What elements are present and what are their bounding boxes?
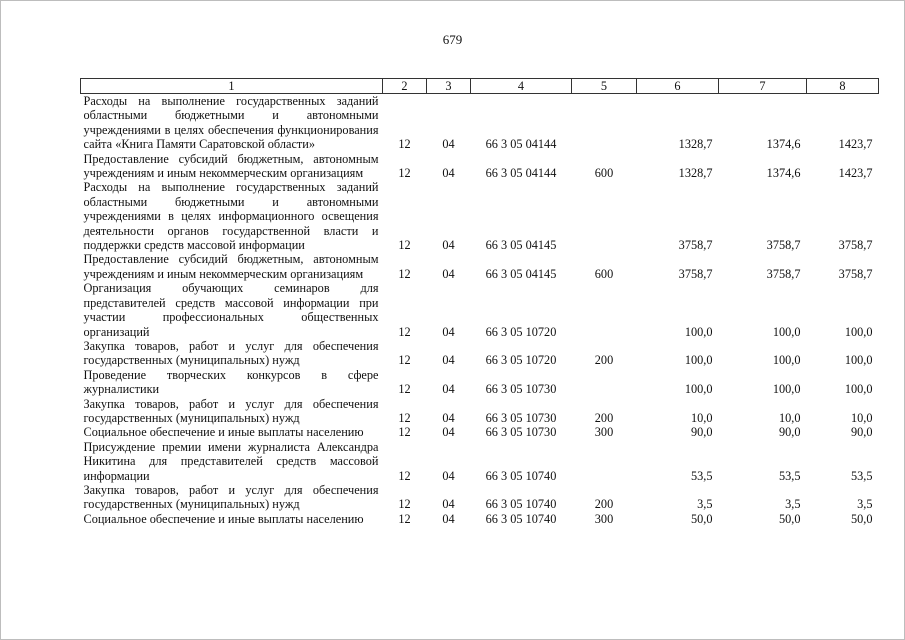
column-header: 5 [572,79,637,94]
amount-col7: 3758,7 [766,238,801,253]
section-code: 12 [398,497,411,512]
amount-col8: 90,0 [850,425,873,440]
expense-type-code [572,180,637,252]
subsection-code: 04 [442,166,455,181]
column-header: 4 [471,79,572,94]
target-article-code: 66 3 05 04144 [485,166,557,181]
amount-col6: 100,0 [684,353,713,368]
amount-col8: 50,0 [850,511,873,526]
subsection-code: 04 [442,266,455,281]
section-code: 12 [398,353,411,368]
expense-type-code: 300 [594,425,614,440]
amount-col7: 100,0 [772,382,801,397]
section-code: 12 [398,511,411,526]
target-article-code: 66 3 05 10740 [485,468,557,483]
section-code: 12 [398,468,411,483]
expense-type-code: 600 [594,166,614,181]
amount-col6: 53,5 [690,468,713,483]
column-header: 1 [81,79,383,94]
target-article-code: 66 3 05 10730 [485,425,557,440]
table-row [81,397,879,426]
target-article-code: 66 3 05 10730 [485,410,557,425]
amount-col7: 1374,6 [766,137,801,152]
expense-type-code [572,281,637,339]
expense-type-code [572,368,637,397]
subsection-code: 04 [442,324,455,339]
item-name: Социальное обеспечение и иные выплаты населению [83,511,364,526]
item-name: Закупка товаров, работ и услуг для обеспечения государственных (муниципальных) нужд [83,482,379,512]
amount-col7: 3,5 [785,497,801,512]
subsection-code: 04 [442,238,455,253]
column-header: 2 [383,79,427,94]
item-name: Организация обучающих семинаров для представителей средств массовой информации при участии профессиональных общественных организаций [83,281,379,339]
expense-type-code [572,440,637,483]
section-code: 12 [398,324,411,339]
expense-type-code: 200 [594,410,614,425]
section-code: 12 [398,410,411,425]
amount-col7: 90,0 [778,425,801,440]
expense-type-code: 300 [594,511,614,526]
table-row [81,152,879,181]
header-row [81,79,879,94]
amount-col8: 1423,7 [838,137,873,152]
target-article-code: 66 3 05 10730 [485,382,557,397]
subsection-code: 04 [442,137,455,152]
subsection-code: 04 [442,497,455,512]
subsection-code: 04 [442,468,455,483]
section-code: 12 [398,137,411,152]
amount-col7: 50,0 [778,511,801,526]
item-name: Расходы на выполнение государственных заданий областными бюджетными и автономными учреждениями в целях информационного освещения деятельности органов государственной власти и поддержки средств массовой информации [83,180,379,253]
target-article-code: 66 3 05 10720 [485,353,557,368]
amount-col8: 3758,7 [838,266,873,281]
amount-col8: 100,0 [844,324,873,339]
amount-col6: 100,0 [684,382,713,397]
target-article-code: 66 3 05 04145 [485,266,557,281]
item-name: Социальное обеспечение и иные выплаты населению [83,425,364,440]
target-article-code: 66 3 05 10740 [485,497,557,512]
amount-col7: 1374,6 [766,166,801,181]
section-code: 12 [398,266,411,281]
page-number: 679 [442,32,463,47]
target-article-code: 66 3 05 04144 [485,137,557,152]
column-header: 6 [637,79,719,94]
amount-col6: 100,0 [684,324,713,339]
amount-col7: 100,0 [772,324,801,339]
section-code: 12 [398,166,411,181]
amount-col8: 53,5 [850,468,873,483]
amount-col7: 53,5 [778,468,801,483]
subsection-code: 04 [442,425,455,440]
amount-col6: 1328,7 [678,137,713,152]
table-row [81,180,879,252]
expense-type-code: 600 [594,266,614,281]
item-name: Закупка товаров, работ и услуг для обеспечения государственных (муниципальных) нужд [83,396,379,425]
expense-type-code [572,94,637,152]
amount-col8: 100,0 [844,382,873,397]
budget-table [80,78,879,526]
amount-col6: 1328,7 [678,166,713,181]
amount-col7: 100,0 [772,353,801,368]
subsection-code: 04 [442,511,455,526]
table-row [81,368,879,397]
subsection-code: 04 [442,410,455,425]
amount-col8: 3,5 [857,497,873,512]
item-name: Предоставление субсидий бюджетным, автономным учреждениям и иным некоммерческим организациям [83,151,379,181]
section-code: 12 [398,425,411,440]
item-name: Закупка товаров, работ и услуг для обеспечения государственных (муниципальных) нужд [83,338,379,368]
table-row [81,512,879,526]
subsection-code: 04 [442,353,455,368]
section-code: 12 [398,382,411,397]
amount-col6: 3,5 [697,497,713,512]
section-code: 12 [398,238,411,253]
amount-col6: 3758,7 [678,266,713,281]
table-row [81,483,879,512]
amount-col7: 10,0 [778,410,801,425]
amount-col6: 10,0 [690,410,713,425]
expense-type-code: 200 [594,353,614,368]
amount-col8: 1423,7 [838,166,873,181]
amount-col6: 90,0 [690,425,713,440]
table-row [81,252,879,281]
item-name: Проведение творческих конкурсов в сфере журналистики [83,367,379,397]
item-name: Расходы на выполнение государственных заданий областными бюджетными и автономными учреждениями в целях обеспечения функционирования сайта «Книга Памяти Саратовской области» [83,94,379,152]
table-row [81,94,879,152]
amount-col6: 50,0 [690,511,713,526]
table-row [81,339,879,368]
amount-col8: 10,0 [850,410,873,425]
target-article-code: 66 3 05 10740 [485,511,557,526]
amount-col8: 100,0 [844,353,873,368]
amount-col6: 3758,7 [678,238,713,253]
column-header: 3 [427,79,471,94]
subsection-code: 04 [442,382,455,397]
table-row [81,281,879,339]
table-row [81,425,879,439]
target-article-code: 66 3 05 10720 [485,324,557,339]
column-header: 8 [807,79,879,94]
table-row [81,440,879,483]
item-name: Предоставление субсидий бюджетным, автономным учреждениям и иным некоммерческим организациям [83,252,379,281]
item-name: Присуждение премии имени журналиста Александра Никитина для представителей средств массовой информации [83,439,379,483]
amount-col7: 3758,7 [766,266,801,281]
amount-col8: 3758,7 [838,238,873,253]
column-header: 7 [719,79,807,94]
expense-type-code: 200 [594,497,614,512]
target-article-code: 66 3 05 04145 [485,238,557,253]
